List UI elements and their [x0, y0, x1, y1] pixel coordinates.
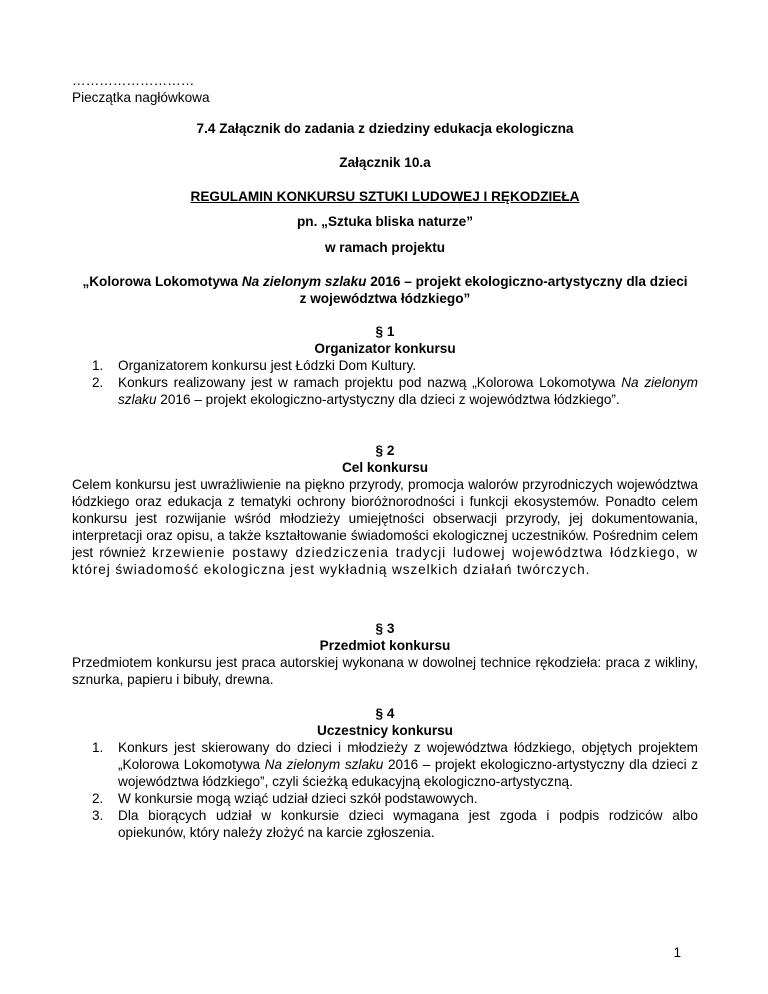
section-text: Celem konkursu jest uwrażliwienie na piękno przyrody, promocja walorów przyrodniczych województwa łódzkiego oraz edukacja z tematyki ochrony bioróżnorodności i funkcji ekosystemów. Ponadto celem konkursu jest rozwijanie wśród młodzieży umiejętności obserwacji przyrody, jej dokumentowania, interpretacji oraz opisu, a także kształtowanie świadomości ekologicznej uczestników. Pośrednim celem jest również krzewienie postawy dziedziczenia tradycji ludowej województwa łódzkiego, w której świadomość ekologiczna jest wykładnią wszelkich działań twórczych. — [72, 477, 698, 577]
regulation-subtitle: pn. „Sztuka bliska naturze” — [296, 214, 473, 229]
list-item: 3. Dla biorących udział w konkursie dzieci wymagana jest zgoda i podpis rodziców albo opiekunów, który należy złożyć na karcie zgłoszenia. — [92, 808, 698, 840]
section-3 — [72, 620, 698, 688]
section-mark: § 3 — [375, 621, 395, 636]
attachment-title: 7.4 Załącznik do zadania z dziedziny edukacja ekologiczna — [196, 121, 574, 136]
list-item: 2. Konkurs realizowany jest w ramach projektu pod nazwą „Kolorowa Lokomotywa Na zielonym szlaku 2016 – projekt ekologiczno-artystyczny dla dzieci z województwa łódzkiego”. — [92, 375, 698, 407]
project-name: „Kolorowa Lokomotywa Na zielonym szlaku 2016 – projekt ekologiczno-artystyczny dla dzieci z województwa łódzkiego” — [82, 274, 688, 306]
section-mark: § 1 — [375, 324, 395, 339]
section-4 — [72, 705, 698, 841]
section-2 — [72, 442, 698, 578]
section-heading: Przedmiot konkursu — [319, 638, 451, 653]
section-1 — [72, 323, 698, 408]
stamp-dots: ……………………… — [72, 73, 195, 88]
regulation-title: REGULAMIN KONKURSU SZTUKI LUDOWEJ I RĘKODZIEŁA — [190, 189, 580, 204]
annex-number: Załącznik 10.a — [339, 155, 431, 170]
section-text: Przedmiotem konkursu jest praca autorskiej wykonana w dowolnej technice rękodzieła: praca z wikliny, sznurka, papieru i bibuły, drewna. — [72, 655, 698, 687]
section-heading: Organizator konkursu — [314, 341, 456, 356]
in-project-label: w ramach projektu — [324, 240, 446, 255]
page-number: 1 — [673, 945, 681, 960]
list-item: 2. W konkursie mogą wziąć udział dzieci szkół podstawowych. — [92, 791, 478, 806]
section-mark: § 4 — [375, 706, 395, 721]
section-heading: Uczestnicy konkursu — [317, 723, 453, 738]
section-mark: § 2 — [375, 443, 395, 458]
section-heading: Cel konkursu — [341, 460, 429, 475]
stamp-label: Pieczątka nagłówkowa — [72, 90, 210, 105]
list-item: 1. Organizatorem konkursu jest Łódzki Dom Kultury. — [92, 358, 417, 373]
list-item: 1. Konkurs jest skierowany do dzieci i młodzieży z województwa łódzkiego, objętych projektem „Kolorowa Lokomotywa Na zielonym szlaku 2016 – projekt ekologiczno-artystyczny dla dzieci z województwa łódzkiego”, czyli ścieżką edukacyjną ekologiczno-artystyczną. — [92, 740, 698, 789]
header-stamp — [72, 72, 698, 106]
